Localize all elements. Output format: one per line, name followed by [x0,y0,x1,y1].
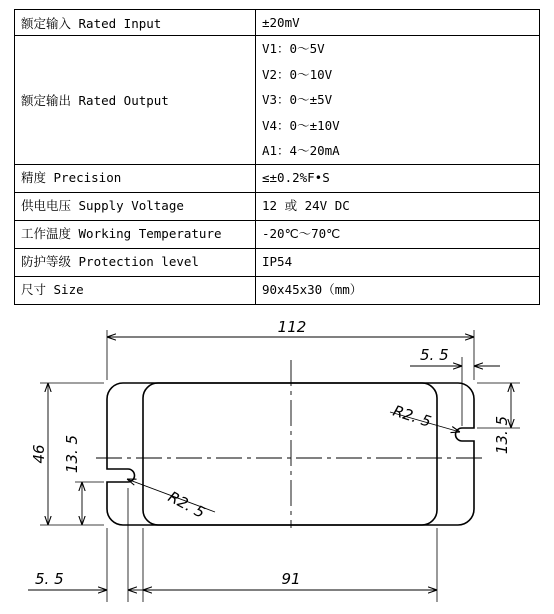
spec-row-precision [15,164,540,192]
spec-row-rated-output [15,36,540,165]
spec-value: A1：4～20mA [262,143,340,159]
dim-label-91: 91 [281,570,301,588]
spec-value: V2：0～10V [262,66,333,82]
spec-value: ±20mV [256,10,540,36]
spec-row-size [15,276,540,304]
spec-value: V3：0～±5V [262,92,333,108]
spec-label: 额定输出 Rated Output [15,36,256,165]
spec-label: 额定输入 Rated Input [15,10,256,36]
spec-value: V1：0～5V [262,41,325,56]
spec-label: 防护等级 Protection level [15,248,256,276]
spec-row-working-temperature [15,220,540,248]
radius-label-left: R2. 5 [165,487,209,522]
dim-label-112: 112 [277,318,307,336]
spec-value: V4：0～±10V [262,117,340,133]
dim-label-5.5-right: 5. 5 [420,346,449,364]
radius-label-right: R2. 5 [390,401,434,431]
spec-label: 尺寸 Size [15,276,256,304]
spec-row-protection-level [15,248,540,276]
spec-value: ≤±0.2%F•S [256,164,540,192]
spec-label: 供电电压 Supply Voltage [15,192,256,220]
spec-label: 精度 Precision [15,164,256,192]
spec-value: IP54 [256,248,540,276]
spec-value-list [256,36,540,165]
dim-label-13.5-right: 13. 5 [493,415,511,455]
spec-row-supply-voltage [15,192,540,220]
dim-label-13.5-left: 13. 5 [63,434,81,474]
spec-value: 12 或 24V DC [256,192,540,220]
spec-value: -20℃～70℃ [256,220,540,248]
dim-label-46: 46 [30,444,48,464]
dimension-drawing [0,312,554,614]
housing-outline [107,383,474,525]
dim-label-5.5-left: 5. 5 [35,570,64,588]
spec-value: 90x45x30（mm） [256,276,540,304]
spec-table [14,9,540,305]
spec-row-rated-input [15,10,540,36]
spec-label: 工作温度 Working Temperature [15,220,256,248]
